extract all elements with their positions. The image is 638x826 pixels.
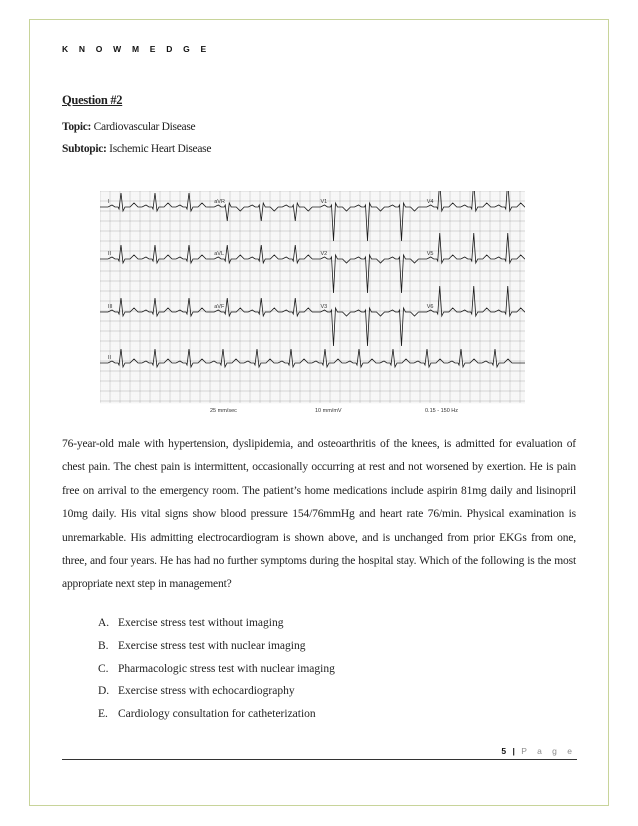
- ecg-footer-label: 0.15 - 150 Hz: [425, 408, 459, 414]
- page-word: P a g e: [521, 746, 576, 756]
- ecg-lead-label: V1: [320, 199, 328, 205]
- ecg-lead-label: I: [108, 199, 110, 205]
- option-text: Pharmacologic stress test with nuclear imaging: [118, 662, 335, 675]
- page-footer: [501, 746, 576, 756]
- option-text: Exercise stress test without imaging: [118, 617, 284, 629]
- answer-option: [98, 680, 335, 703]
- subtopic-label: Subtopic:: [62, 143, 107, 155]
- option-letter: B.: [98, 639, 109, 652]
- page-separator: |: [512, 746, 517, 756]
- option-letter: D.: [98, 685, 110, 698]
- answer-option: [98, 703, 335, 726]
- topic-value: Cardiovascular Disease: [93, 121, 196, 133]
- topic-label: Topic:: [62, 121, 92, 133]
- option-text: Cardiology consultation for catheterization: [118, 708, 316, 721]
- footer-rule: [62, 759, 577, 760]
- answer-option: [98, 658, 335, 681]
- ecg-footer-label: 10 mm/mV: [315, 408, 342, 414]
- ecg-lead-label: aVL: [214, 251, 225, 257]
- ecg-lead-label: II: [108, 251, 112, 257]
- option-letter: E.: [98, 708, 108, 721]
- subtopic-line: [62, 143, 211, 155]
- ecg-lead-label: II: [108, 355, 112, 361]
- question-stem: 76-year-old male with hypertension, dyslipidemia, and osteoarthritis of the knees, is admitted for evaluation of chest pain. The chest pain is intermittent, occasionally occurring at rest and not worsened by exertion. He is pain free on arrival to the emergency room. The patient’s home medications include aspirin 81mg daily and lisinopril 10mg daily. His vital signs show blood pressure 154/76mmHg and heart rate 76/min. Physical examination is unremarkable. His admitting electrocardiogram is shown above, and is unchanged from prior EKGs from one, three, and four years. He has had no further symptoms during the hospital stay. Which of the following is the most appropriate next step in management?: [62, 438, 576, 591]
- option-text: Exercise stress with echocardiography: [118, 685, 295, 698]
- answer-option: [98, 635, 335, 658]
- ecg-lead-label: V6: [426, 304, 434, 310]
- ecg-lead-label: V4: [426, 199, 434, 205]
- ecg-lead-label: V2: [320, 251, 328, 257]
- ecg-lead-label: V5: [426, 251, 434, 257]
- ecg-footer-label: 25 mm/sec: [210, 408, 237, 414]
- option-text: Exercise stress test with nuclear imaging: [118, 639, 306, 652]
- ecg-lead-label: aVF: [214, 304, 225, 310]
- ecg-lead-label: V3: [320, 304, 328, 310]
- brand-header: K N O W M E D G E: [62, 44, 211, 54]
- answer-option: [98, 612, 335, 635]
- page-number: 5: [501, 746, 509, 756]
- subtopic-value: Ischemic Heart Disease: [109, 143, 212, 155]
- question-title: Question #2: [62, 93, 123, 107]
- option-letter: A.: [98, 617, 110, 629]
- ecg-lead-label: aVR: [214, 199, 225, 205]
- ecg-lead-label: III: [108, 304, 113, 310]
- option-letter: C.: [98, 662, 109, 675]
- topic-line: [62, 121, 195, 133]
- ecg-image: [100, 191, 525, 416]
- answer-options: [98, 612, 335, 726]
